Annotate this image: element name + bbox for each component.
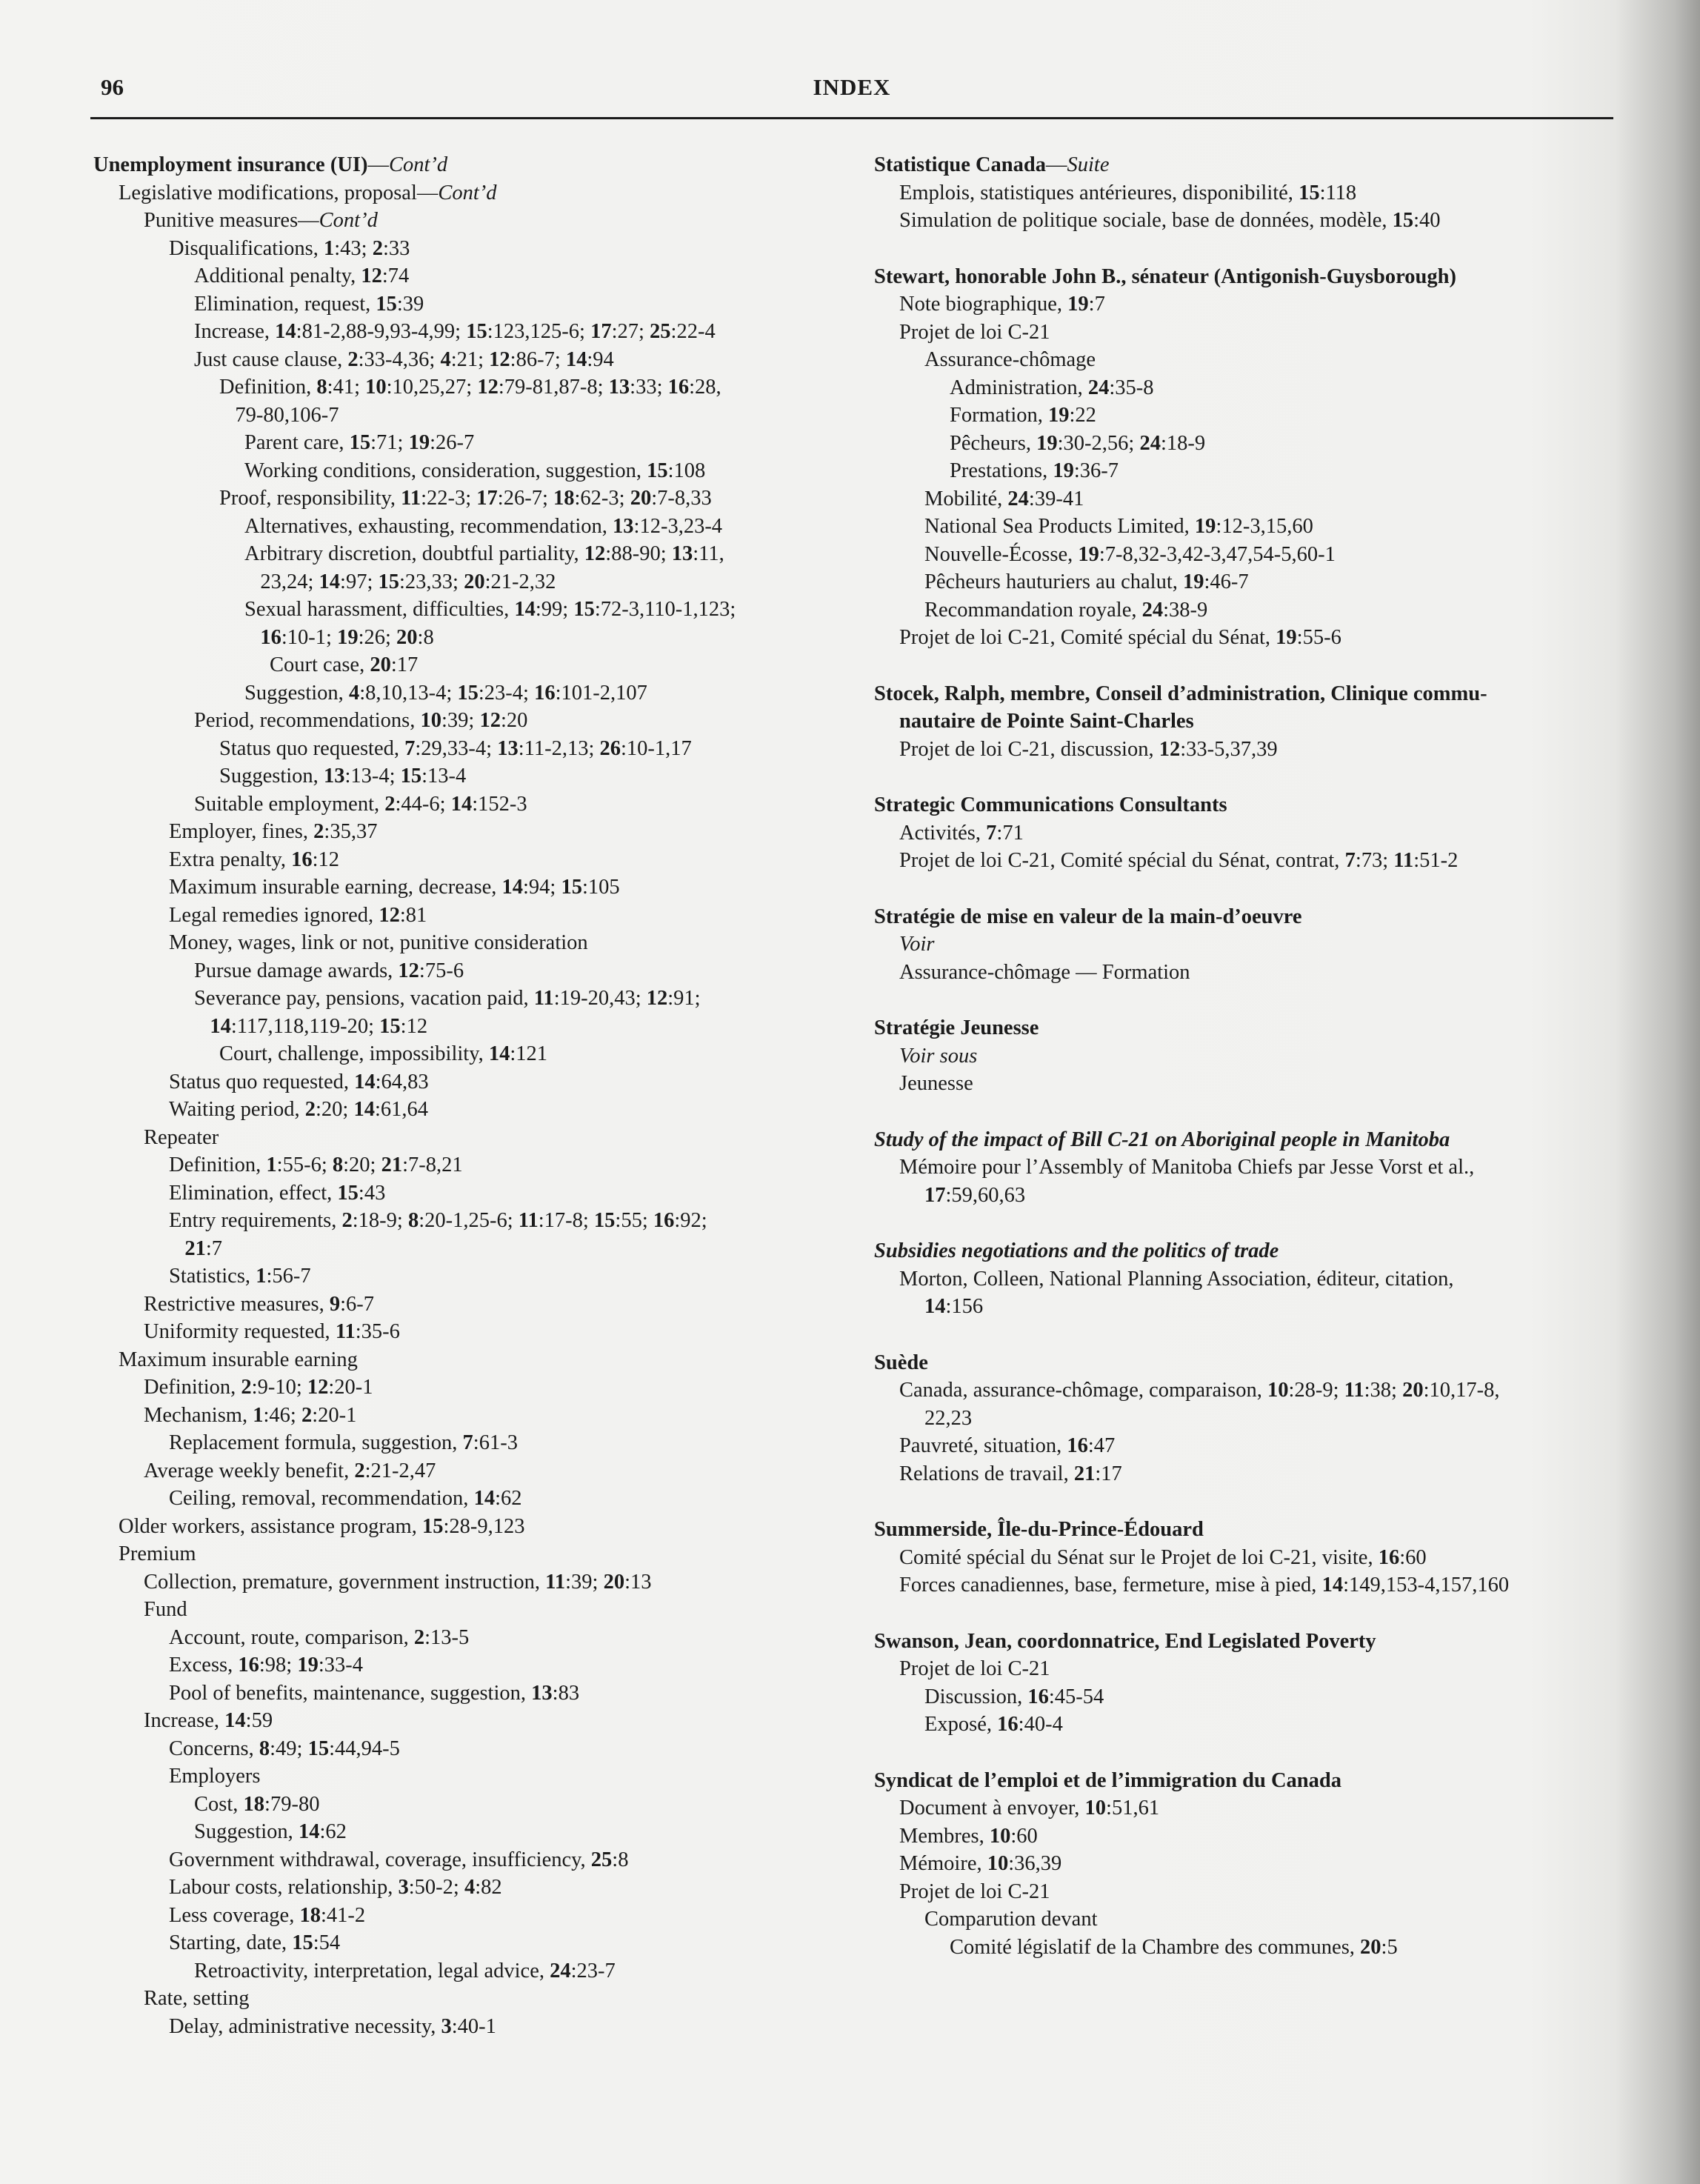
index-subentry: Jeunesse xyxy=(899,1072,973,1095)
index-subentry: Fund xyxy=(144,1598,187,1621)
index-subentry: National Sea Products Limited, 19:12-3,15,60 xyxy=(924,515,1313,538)
index-subentry: 23,24; 14:97; 15:23,33; 20:21-2,32 xyxy=(244,570,556,593)
index-subentry: 16:10-1; 19:26; 20:8 xyxy=(260,625,434,649)
index-heading: Stratégie Jeunesse xyxy=(874,1016,1039,1039)
index-subentry: Severance pay, pensions, vacation paid, 11:19-20,43; 12:91; xyxy=(194,987,701,1010)
index-subentry: Elimination, request, 15:39 xyxy=(194,292,424,316)
index-subentry: Canada, assurance-chômage, comparaison, 10:28-9; 11:38; 20:10,17-8, xyxy=(899,1379,1500,1402)
index-subentry: Proof, responsibility, 11:22-3; 17:26-7; 18:62-3; 20:7-8,33 xyxy=(219,487,712,510)
index-subentry: 17:59,60,63 xyxy=(924,1183,1026,1207)
index-subentry: Uniformity requested, 11:35-6 xyxy=(144,1320,400,1343)
index-subentry: Document à envoyer, 10:51,61 xyxy=(899,1797,1160,1820)
index-subentry: Government withdrawal, coverage, insufficiency, 25:8 xyxy=(169,1848,629,1871)
index-subentry: Legal remedies ignored, 12:81 xyxy=(169,903,427,927)
index-subentry: Repeater xyxy=(144,1125,219,1149)
index-subentry: Rate, setting xyxy=(144,1987,250,2010)
index-subentry: 22,23 xyxy=(924,1406,973,1430)
index-subentry: Punitive measures—Cont’d xyxy=(144,209,378,232)
index-subentry: Assurance-chômage — Formation xyxy=(899,960,1190,984)
index-subentry: 14:156 xyxy=(924,1295,984,1318)
index-subentry: Retroactivity, interpretation, legal advice, 24:23-7 xyxy=(194,1959,616,1982)
index-heading: Syndicat de l’emploi et de l’immigration du Canada xyxy=(874,1768,1341,1792)
index-subentry: Suitable employment, 2:44-6; 14:152-3 xyxy=(194,792,527,816)
entry-gap xyxy=(874,875,1607,903)
index-subentry: Just cause clause, 2:33-4,36; 4:21; 12:86-7; 14:94 xyxy=(194,347,614,371)
index-subentry: Note biographique, 19:7 xyxy=(899,293,1105,316)
entry-gap xyxy=(874,235,1607,263)
index-subentry: Elimination, effect, 15:43 xyxy=(169,1181,386,1205)
index-subentry: Comité législatif de la Chambre des communes, 20:5 xyxy=(950,1935,1398,1959)
index-subentry: Relations de travail, 21:17 xyxy=(899,1462,1122,1485)
index-subentry: Simulation de politique sociale, base de données, modèle, 15:40 xyxy=(899,209,1441,232)
index-heading: Strategic Communications Consultants xyxy=(874,793,1227,816)
index-subentry: Recommandation royale, 24:38-9 xyxy=(924,598,1208,622)
index-subentry: nautaire de Pointe Saint-Charles xyxy=(899,710,1194,733)
index-subentry: Pêcheurs hauturiers au chalut, 19:46-7 xyxy=(924,570,1249,593)
index-subentry: Projet de loi C-21 xyxy=(899,1880,1050,1903)
index-subentry: 14:117,118,119-20; 15:12 xyxy=(210,1014,428,1038)
index-subentry: Definition, 2:9-10; 12:20-1 xyxy=(144,1376,373,1399)
entry-gap xyxy=(874,1488,1607,1516)
index-subentry: Morton, Colleen, National Planning Association, éditeur, citation, xyxy=(899,1267,1454,1291)
index-heading: Stewart, honorable John B., sénateur (Antigonish-Guysborough) xyxy=(874,264,1456,288)
index-subentry: Comité spécial du Sénat sur le Projet de loi C-21, visite, 16:60 xyxy=(899,1545,1427,1569)
index-subentry: Mémoire pour l’Assembly of Manitoba Chiefs par Jesse Vorst et al., xyxy=(899,1156,1475,1179)
page-header xyxy=(90,73,1613,119)
index-subentry: Forces canadiennes, base, fermeture, mise à pied, 14:149,153-4,157,160 xyxy=(899,1574,1510,1597)
entry-gap xyxy=(874,763,1607,791)
index-column-left xyxy=(93,151,841,2040)
index-subentry: Pool of benefits, maintenance, suggestion, 13:83 xyxy=(169,1681,580,1705)
index-subentry: Definition, 8:41; 10:10,25,27; 12:79-81,87-8; 13:33; 16:28, xyxy=(219,376,721,399)
index-subentry: Cost, 18:79-80 xyxy=(194,1792,320,1816)
index-subentry: Delay, administrative necessity, 3:40-1 xyxy=(169,2014,496,2038)
index-heading: Unemployment insurance (UI)—Cont’d xyxy=(93,153,448,176)
index-subentry: Suggestion, 13:13-4; 15:13-4 xyxy=(219,765,467,788)
index-subentry: Comparution devant xyxy=(924,1908,1098,1931)
page-number: 96 xyxy=(101,74,124,100)
index-subentry: Concerns, 8:49; 15:44,94-5 xyxy=(169,1737,400,1760)
index-subentry: Status quo requested, 14:64,83 xyxy=(169,1070,429,1093)
entry-gap xyxy=(874,652,1607,680)
index-heading: Subsidies negotiations and the politics of trade xyxy=(874,1239,1279,1262)
entry-gap xyxy=(874,1209,1607,1237)
index-subentry: Legislative modifications, proposal—Cont’d xyxy=(119,181,497,204)
index-subentry: Mobilité, 24:39-41 xyxy=(924,487,1084,510)
entry-gap xyxy=(874,986,1607,1014)
index-subentry: Older workers, assistance program, 15:28-9,123 xyxy=(119,1514,525,1538)
index-subentry: Working conditions, consideration, suggestion, 15:108 xyxy=(244,459,706,482)
index-subentry: Starting, date, 15:54 xyxy=(169,1931,341,1954)
index-subentry: Suggestion, 14:62 xyxy=(194,1820,347,1843)
index-subentry: Disqualifications, 1:43; 2:33 xyxy=(169,236,410,260)
index-subentry: Mémoire, 10:36,39 xyxy=(899,1852,1062,1875)
index-heading: Stratégie de mise en valeur de la main-d’oeuvre xyxy=(874,905,1302,928)
running-head: INDEX xyxy=(813,74,891,100)
index-subentry: Pursue damage awards, 12:75-6 xyxy=(194,959,464,982)
index-heading: Stocek, Ralph, membre, Conseil d’administration, Clinique commu- xyxy=(874,682,1487,705)
index-subentry: Projet de loi C-21, discussion, 12:33-5,37,39 xyxy=(899,737,1278,761)
index-subentry: Restrictive measures, 9:6-7 xyxy=(144,1292,375,1316)
index-subentry: Arbitrary discretion, doubtful partiality, 12:88-90; 13:11, xyxy=(244,542,724,565)
index-subentry: Pauvreté, situation, 16:47 xyxy=(899,1434,1116,1457)
index-subentry: Pêcheurs, 19:30-2,56; 24:18-9 xyxy=(950,431,1206,455)
index-subentry: Activités, 7:71 xyxy=(899,821,1024,845)
index-subentry: Projet de loi C-21 xyxy=(899,320,1050,344)
index-subentry: Court, challenge, impossibility, 14:121 xyxy=(219,1042,548,1065)
index-subentry: Premium xyxy=(119,1542,196,1565)
index-subentry: Excess, 16:98; 19:33-4 xyxy=(169,1654,364,1677)
index-column-right xyxy=(874,151,1607,1961)
index-heading: Study of the impact of Bill C-21 on Aboriginal people in Manitoba xyxy=(874,1128,1450,1151)
index-subentry: Account, route, comparison, 2:13-5 xyxy=(169,1625,470,1649)
entry-gap xyxy=(874,1321,1607,1349)
index-subentry: Parent care, 15:71; 19:26-7 xyxy=(244,431,475,454)
index-subentry: Statistics, 1:56-7 xyxy=(169,1265,311,1288)
index-subentry: Ceiling, removal, recommendation, 14:62 xyxy=(169,1487,522,1510)
index-subentry: Waiting period, 2:20; 14:61,64 xyxy=(169,1098,428,1121)
index-subentry: Replacement formula, suggestion, 7:61-3 xyxy=(169,1431,518,1454)
index-subentry: Less coverage, 18:41-2 xyxy=(169,1903,366,1927)
index-subentry: Membres, 10:60 xyxy=(899,1824,1038,1848)
index-subentry: Nouvelle-Écosse, 19:7-8,32-3,42-3,47,54-5,60-1 xyxy=(924,542,1336,566)
entry-gap xyxy=(874,1098,1607,1126)
index-subentry: Additional penalty, 12:74 xyxy=(194,264,410,287)
index-subentry: Voir xyxy=(899,933,935,956)
index-subentry: 79-80,106-7 xyxy=(219,403,339,427)
index-subentry: Assurance-chômage xyxy=(924,348,1096,371)
index-subentry: Projet de loi C-21, Comité spécial du Sénat, 19:55-6 xyxy=(899,626,1341,649)
index-subentry: Definition, 1:55-6; 8:20; 21:7-8,21 xyxy=(169,1153,463,1176)
entry-gap xyxy=(874,1599,1607,1628)
index-subentry: Court case, 20:17 xyxy=(270,653,419,676)
index-subentry: Administration, 24:35-8 xyxy=(950,376,1154,399)
index-subentry: 21:7 xyxy=(184,1236,223,1260)
index-subentry: Alternatives, exhausting, recommendation, 13:12-3,23-4 xyxy=(244,514,723,538)
index-subentry: Sexual harassment, difficulties, 14:99; 15:72-3,110-1,123; xyxy=(244,598,736,621)
index-subentry: Entry requirements, 2:18-9; 8:20-1,25-6; 11:17-8; 15:55; 16:92; xyxy=(169,1209,707,1232)
index-subentry: Prestations, 19:36-7 xyxy=(950,459,1119,482)
index-heading: Swanson, Jean, coordonnatrice, End Legislated Poverty xyxy=(874,1629,1376,1653)
index-subentry: Average weekly benefit, 2:21-2,47 xyxy=(144,1459,436,1482)
index-subentry: Exposé, 16:40-4 xyxy=(924,1713,1063,1736)
index-subentry: Maximum insurable earning, decrease, 14:94; 15:105 xyxy=(169,876,620,899)
index-subentry: Maximum insurable earning xyxy=(119,1348,358,1371)
index-subentry: Period, recommendations, 10:39; 12:20 xyxy=(194,709,528,732)
index-subentry: Formation, 19:22 xyxy=(950,404,1096,427)
index-heading: Summerside, Île-du-Prince-Édouard xyxy=(874,1518,1204,1541)
index-subentry: Voir sous xyxy=(899,1044,978,1068)
index-heading: Suède xyxy=(874,1351,928,1374)
index-subentry: Employer, fines, 2:35,37 xyxy=(169,820,378,843)
index-subentry: Extra penalty, 16:12 xyxy=(169,848,340,871)
index-subentry: Projet de loi C-21 xyxy=(899,1657,1050,1680)
index-subentry: Increase, 14:81-2,88-9,93-4,99; 15:123,125-6; 17:27; 25:22-4 xyxy=(194,320,716,343)
index-subentry: Mechanism, 1:46; 2:20-1 xyxy=(144,1403,357,1427)
index-subentry: Collection, premature, government instruction, 11:39; 20:13 xyxy=(144,1570,652,1594)
entry-gap xyxy=(874,1739,1607,1767)
index-subentry: Emplois, statistiques antérieures, disponibilité, 15:118 xyxy=(899,181,1357,204)
index-subentry: Increase, 14:59 xyxy=(144,1709,273,1732)
index-heading: Statistique Canada—Suite xyxy=(874,153,1110,176)
index-subentry: Money, wages, link or not, punitive consideration xyxy=(169,931,588,954)
index-subentry: Projet de loi C-21, Comité spécial du Sénat, contrat, 7:73; 11:51-2 xyxy=(899,849,1459,872)
index-subentry: Discussion, 16:45-54 xyxy=(924,1685,1104,1708)
index-subentry: Labour costs, relationship, 3:50-2; 4:82 xyxy=(169,1876,502,1899)
index-subentry: Employers xyxy=(169,1765,261,1788)
index-subentry: Suggestion, 4:8,10,13-4; 15:23-4; 16:101-2,107 xyxy=(244,681,647,705)
index-subentry: Status quo requested, 7:29,33-4; 13:11-2,13; 26:10-1,17 xyxy=(219,736,692,760)
